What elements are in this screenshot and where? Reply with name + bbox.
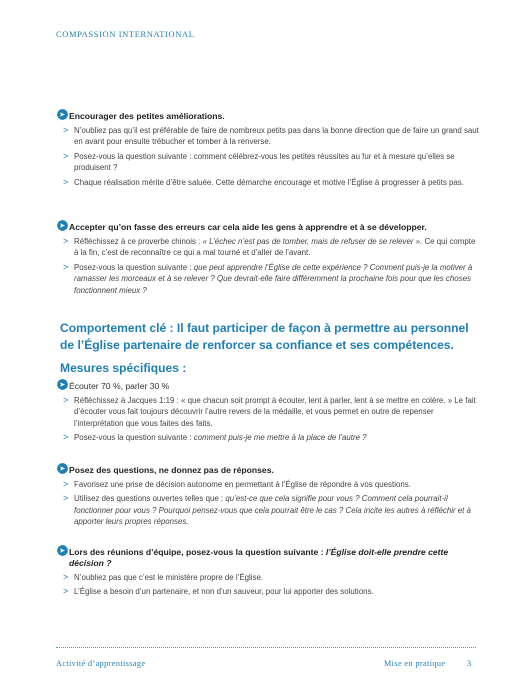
list-item-text: N’oubliez pas que c’est le ministère propre de l’Église.: [74, 573, 264, 582]
arrow-badge-icon: [57, 379, 68, 390]
section-title-italic: l’Église doit-elle prendre cette décision ?: [69, 547, 449, 568]
chevron-right-icon: >: [63, 125, 69, 135]
list-item-text: Utilisez des questions ouvertes telles que :: [74, 494, 226, 504]
section-title-text: Accepter qu’on fasse des erreurs car cela aide les gens à apprendre et à se développer.: [69, 222, 427, 232]
section-title-text: Posez des questions, ne donnez pas de réponses.: [69, 465, 274, 475]
section-title: [60, 547, 480, 569]
bullet-list: [60, 125, 480, 188]
section-team-meetings: [60, 547, 480, 601]
list-item-text: Ce qui compte à la fin, c’est de reconnaître ce qui a mal tourné et d’aller de l’avant.: [74, 237, 476, 258]
measures-heading: Mesures spécifiques :: [60, 361, 187, 375]
chevron-right-icon: >: [63, 176, 69, 187]
section-ask-questions: [60, 465, 480, 531]
chevron-right-icon: >: [63, 479, 69, 489]
list-item-text: Chaque réalisation mérite d’être saluée. Cette démarche encourage et motive l’Église à progresser à petits pas.: [74, 177, 464, 187]
header-org: COMPASSION INTERNATIONAL: [56, 29, 195, 39]
arrow-badge-icon: [57, 463, 68, 474]
section-listen: [60, 381, 480, 447]
list-item: [60, 125, 480, 148]
arrow-badge-icon: [57, 220, 68, 231]
arrow-badge-icon: [57, 545, 68, 556]
list-item-text: Réfléchissez à ce proverbe chinois :: [74, 237, 203, 246]
page-number: 3: [467, 659, 472, 668]
list-item: [60, 586, 480, 597]
proverb-quote: « L’échec n’est pas de tomber, mais de refuser de se relever ».: [202, 237, 423, 246]
list-item: [60, 236, 480, 259]
list-item-text: Posez-vous la question suivante : comment célébrez-vous les petites réussites au fur et à mesure qu’elles se produisent ?: [74, 151, 455, 173]
section-title: [60, 465, 480, 476]
list-item-text: N’oubliez pas qu’il est préférable de faire de nombreux petits pas dans la bonne direction que de faire un grand saut en avant pour ensuite trébucher et tomber à la renverse.: [74, 126, 479, 147]
footer-right: Mise en pratique: [384, 659, 446, 668]
section-title: [60, 381, 480, 392]
section-small-improvements: [60, 111, 480, 191]
chevron-right-icon: >: [63, 586, 69, 597]
key-behaviour-heading: Comportement clé : Il faut participer de façon à permettre au personnel de l’Église partenaire de renforcer sa confiance et ses compétences.: [60, 321, 469, 352]
bullet-list: [60, 236, 480, 296]
question-italic: que peut apprendre l’Église de cette expérience ? Comment puis-je la motiver à ramasser les morceaux et à se relever ? Que devrait-elle faire différemment la prochaine fois pour que les choses fonctionnent mieux ?: [74, 262, 473, 295]
chevron-right-icon: >: [63, 236, 69, 246]
question-italic: comment puis-je me mettre à la place de l’autre ?: [193, 433, 367, 443]
list-item: [60, 493, 480, 527]
section-title-text: Encourager des petites améliorations.: [69, 111, 225, 121]
bullet-list: [60, 395, 480, 444]
list-item: [60, 262, 480, 296]
list-item-text: Favorisez une prise de décision autonome en permettant à l’Église de répondre à vos questions.: [74, 480, 411, 489]
chevron-right-icon: >: [63, 493, 69, 504]
list-item: [60, 432, 480, 443]
bullet-list: [60, 479, 480, 528]
arrow-badge-icon: [57, 109, 68, 120]
list-item: [60, 177, 480, 188]
chevron-right-icon: >: [63, 572, 69, 582]
footer-divider: [56, 647, 476, 648]
list-item-text: Posez-vous la question suivante :: [74, 262, 194, 272]
chevron-right-icon: >: [63, 395, 69, 405]
list-item-text: L’Église a besoin d’un partenaire, et non d’un sauveur, pour lui apporter des solutions.: [74, 587, 374, 597]
section-title-text: Lors des réunions d’équipe, posez-vous la question suivante :: [69, 547, 326, 557]
list-item: [60, 151, 480, 174]
list-item-text: Posez-vous la question suivante :: [74, 433, 194, 443]
list-item-text: Réfléchissez à Jacques 1:19 : « que chacun soit prompt à écouter, lent à parler, lent à se mettre en colère. » Le fait d’écouter vous fait toujours découvrir l’autre revers de la médaille, et vous permet en outre de repenser l’interprétation que vous faites des faits.: [74, 396, 476, 428]
list-item: [60, 479, 480, 490]
list-item: [60, 572, 480, 583]
chevron-right-icon: >: [63, 261, 69, 272]
chevron-right-icon: >: [63, 150, 69, 161]
list-item: [60, 395, 480, 429]
question-italic: qu’est-ce que cela signifie pour vous ? Comment cela pourrait-il fonctionner pour vous ? Pourquoi pensez-vous que cela pourrait être le cas ? Cela incite les autres à réfléchir et à apporter leurs propres réponses.: [74, 494, 471, 527]
section-title: [60, 111, 480, 122]
section-accept-errors: [60, 222, 480, 299]
section-title-text: Écouter 70 %, parler 30 %: [69, 381, 170, 391]
chevron-right-icon: >: [63, 432, 69, 443]
footer-left: Activité d’apprentissage: [56, 659, 146, 668]
bullet-list: [60, 572, 480, 598]
section-title: [60, 222, 480, 233]
